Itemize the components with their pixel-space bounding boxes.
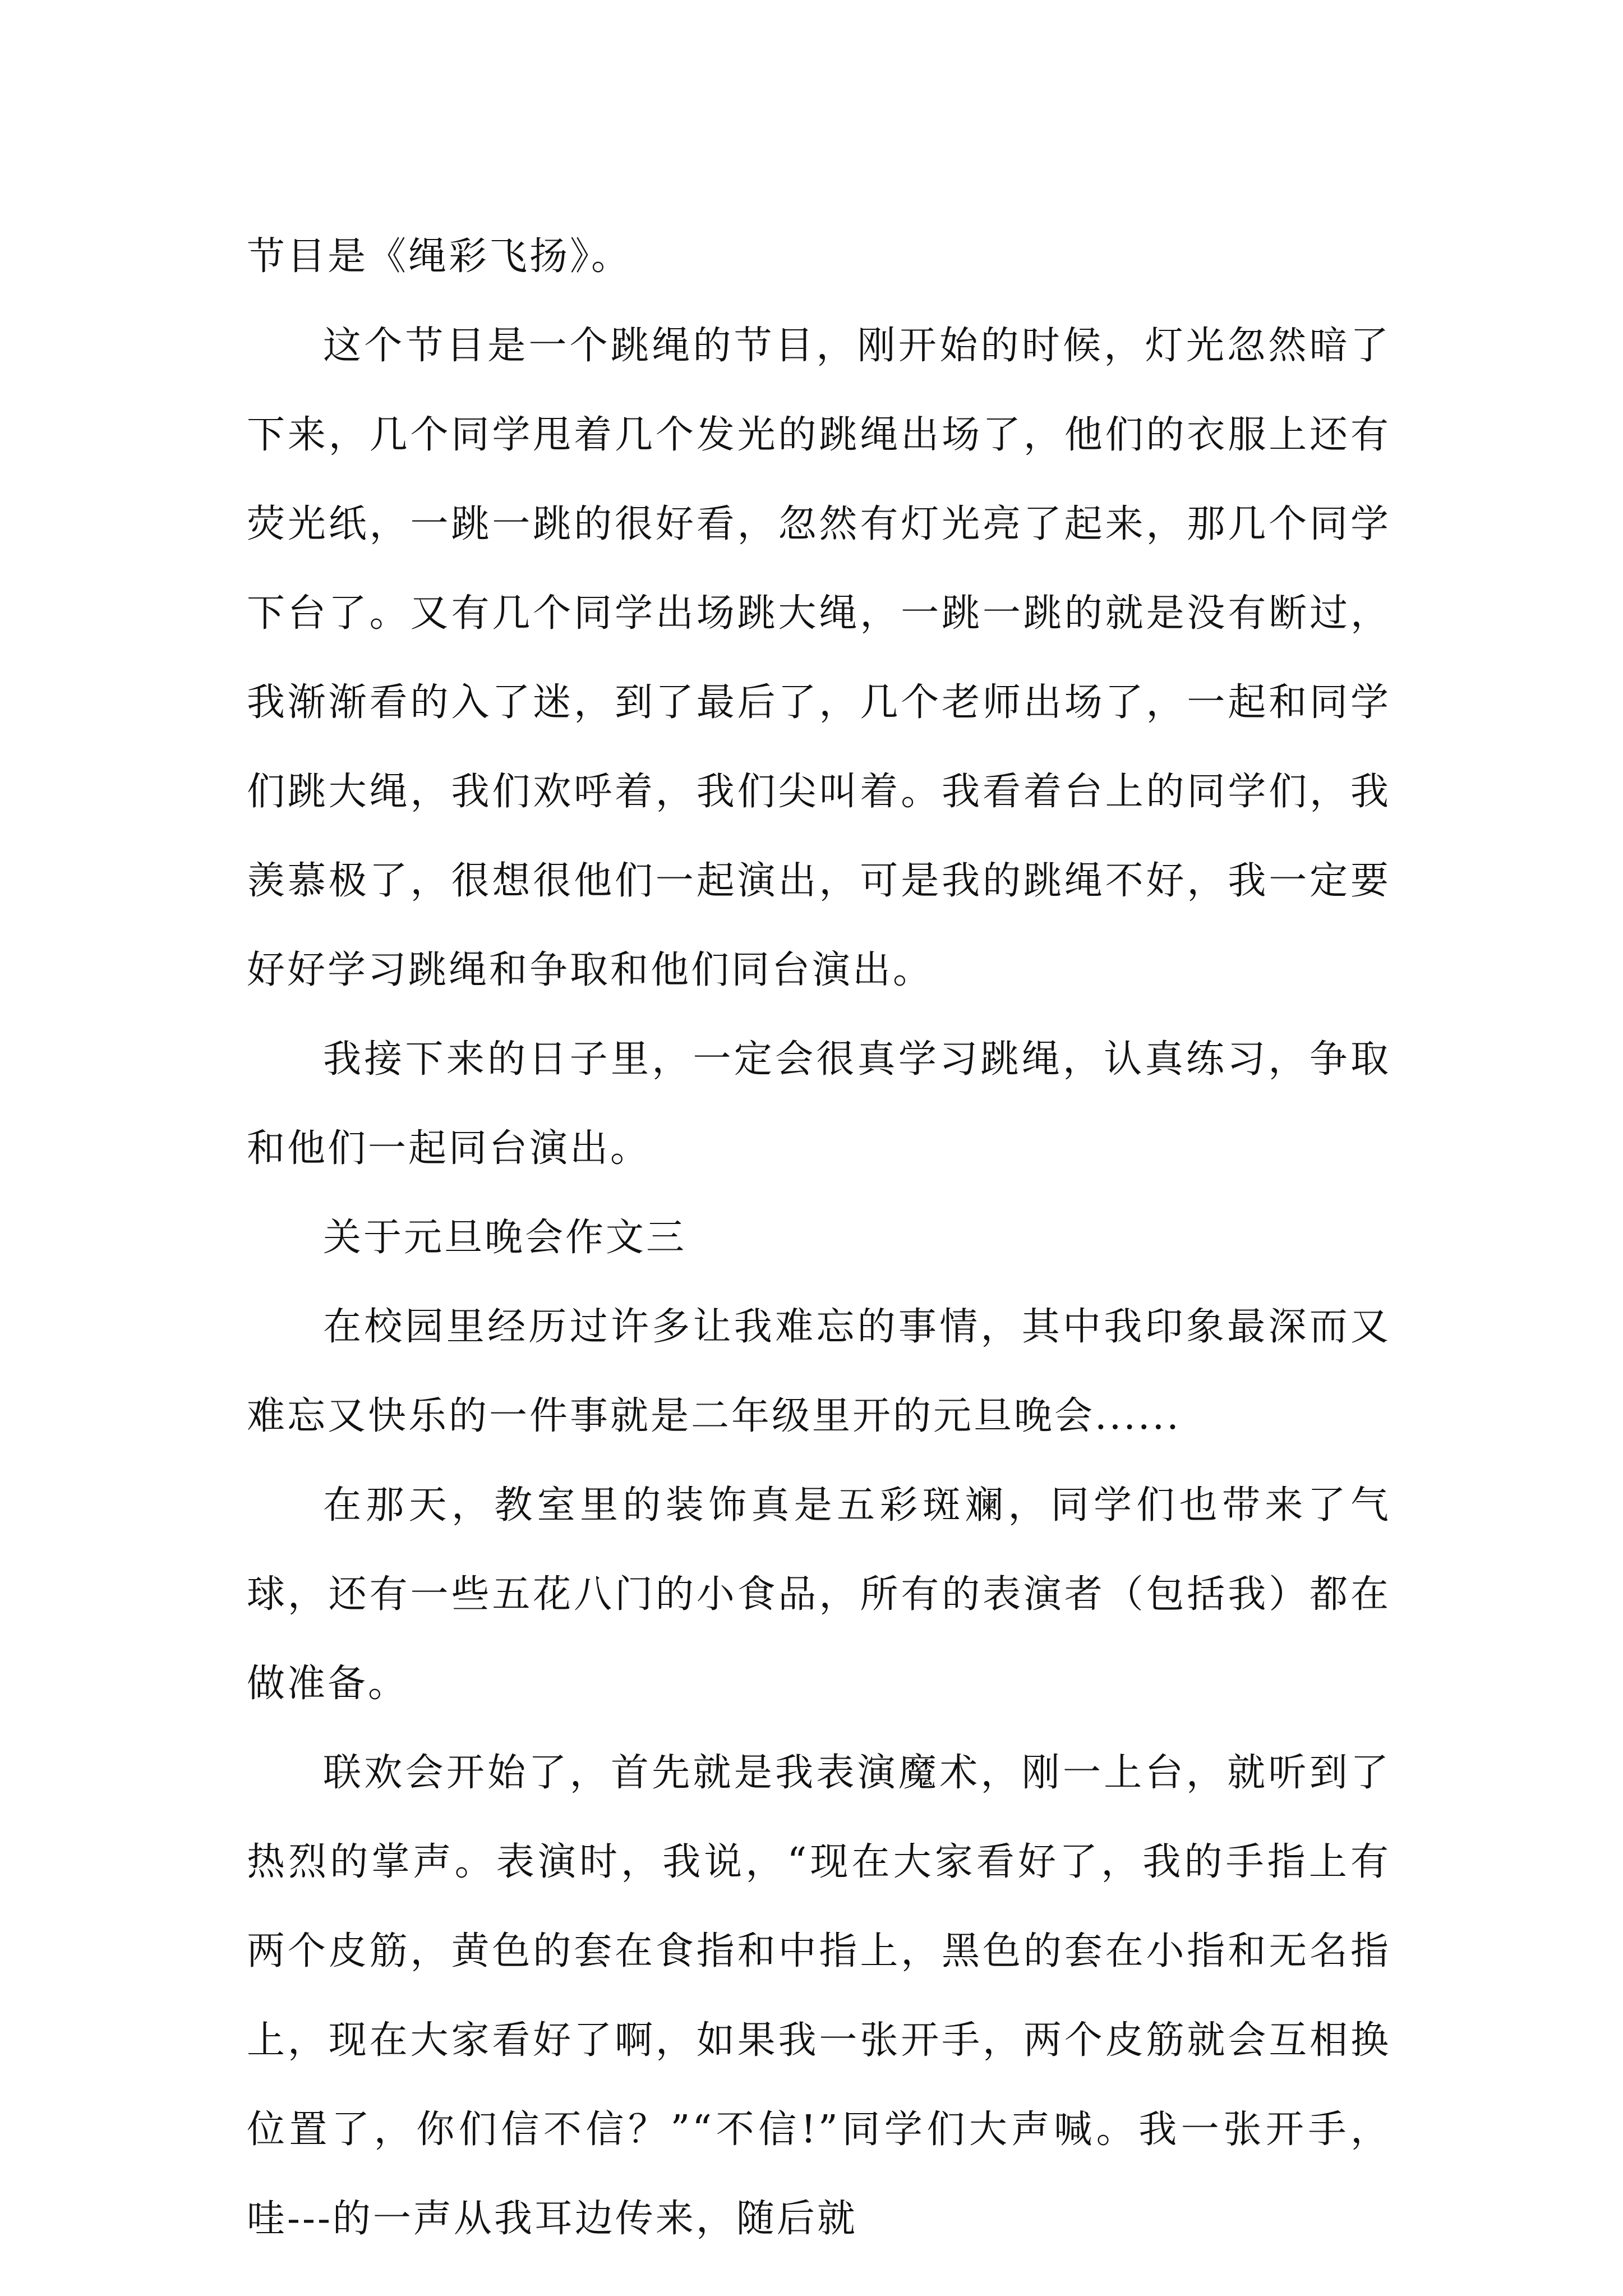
paragraph-1: 节目是《绳彩飞扬》。	[247, 234, 632, 279]
paragraph-6: 在那天，教室里的装饰真是五彩斑斓，同学们也带来了气球，还有一些五花八门的小食品，所有的表演者（包括我）都在做准备。	[247, 1483, 1391, 1706]
paragraph-5: 在校园里经历过许多让我难忘的事情，其中我印象最深而又难忘又快乐的一件事就是二年级里开的元旦晚会......	[247, 1305, 1391, 1438]
paragraph-2: 这个节目是一个跳绳的节目，刚开始的时候，灯光忽然暗了下来，几个同学甩着几个发光的跳绳出场了，他们的衣服上还有荧光纸，一跳一跳的很好看，忽然有灯光亮了起来，那几个同学下台了。又有几个同学出场跳大绳，一跳一跳的就是没有断过，我渐渐看的入了迷，到了最后了，几个老师出场了，一起和同学们跳大绳，我们欢呼着，我们尖叫着。我看着台上的同学们，我羡慕极了，很想很他们一起演出，可是我的跳绳不好，我一定要好好学习跳绳和争取和他们同台演出。	[247, 324, 1391, 992]
paragraph-7: 联欢会开始了，首先就是我表演魔术，刚一上台，就听到了热烈的掌声。表演时，我说，“现在大家看好了，我的手指上有两个皮筋，黄色的套在食指和中指上，黑色的套在小指和无名指上，现在大家看好了啊，如果我一张开手，两个皮筋就会互相换位置了，你们信不信？”“不信!”同学们大声喊。我一张开手，哇---的一声从我耳边传来，随后就	[247, 1751, 1391, 2241]
paragraph-3: 我接下来的日子里，一定会很真学习跳绳，认真练习，争取和他们一起同台演出。	[247, 1037, 1391, 1171]
document-body	[247, 212, 1391, 2263]
section-heading: 关于元旦晚会作文三	[323, 1216, 687, 1260]
